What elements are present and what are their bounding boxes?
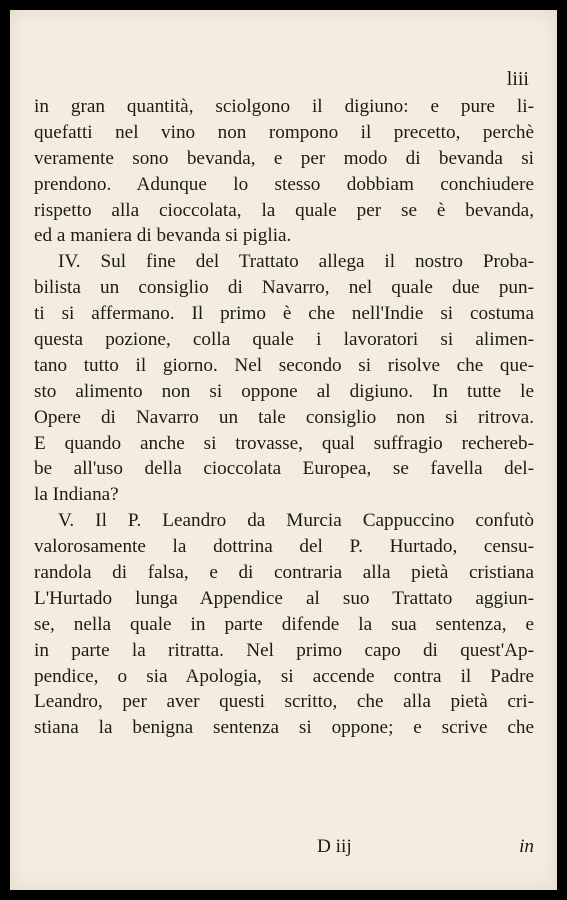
text-line: E quando anche si trovasse, qual suffragio rechereb- (34, 432, 534, 454)
body-text (34, 94, 534, 741)
text-line: ed a maniera di bevanda si piglia. (34, 225, 292, 247)
text-line: pendice, o sia Apologia, si accende contra il Padre (34, 665, 534, 687)
page-footer (34, 836, 534, 862)
text-line: L'Hurtado lunga Appendice al suo Trattato aggiun- (34, 587, 534, 609)
text-line: ti si affermano. Il primo è che nell'Indie si costuma (34, 303, 534, 325)
paragraph-start-line: IV. Sul fine del Trattato allega il nostro Proba- (58, 251, 534, 273)
signature-mark: D iij (317, 836, 352, 857)
text-line: stiana la benigna sentenza si oppone; e scrive che (34, 717, 534, 739)
text-line: sto alimento non si oppone al digiuno. In tutte le (34, 380, 534, 402)
text-line: questa pozione, colla quale i lavoratori si alimen- (34, 329, 534, 351)
text-line: rispetto alla cioccolata, la quale per se è bevanda, (34, 199, 534, 221)
text-line: la Indiana? (34, 484, 119, 506)
text-line: Leandro, per aver questi scritto, che alla pietà cri- (34, 691, 534, 713)
text-line: Opere di Navarro un tale consiglio non si ritrova. (34, 406, 534, 428)
text-line: quefatti nel vino non rompono il precetto, perchè (34, 121, 534, 143)
paragraph-start-line: V. Il P. Leandro da Murcia Cappuccino confutò (58, 510, 534, 532)
text-line: be all'uso della cioccolata Europea, se favella del- (34, 458, 534, 480)
text-line: se, nella quale in parte difende la sua sentenza, e (34, 613, 534, 635)
text-line: valorosamente la dottrina del P. Hurtado, censu- (34, 536, 534, 558)
text-line: randola di falsa, e di contraria alla pietà cristiana (34, 562, 534, 584)
catchword: in (519, 836, 534, 857)
text-line: in gran quantità, sciolgono il digiuno: e pure li- (34, 96, 534, 117)
text-line: tano tutto il giorno. Nel secondo si risolve che que- (34, 354, 534, 376)
page-number: liii (506, 68, 529, 90)
text-line: veramente sono bevanda, e per modo di bevanda si (34, 147, 534, 169)
text-line: in parte la ritratta. Nel primo capo di quest'Ap- (34, 639, 534, 661)
book-page (10, 10, 557, 890)
text-line: prendono. Adunque lo stesso dobbiam conchiudere (34, 173, 534, 195)
text-line: bilista un consiglio di Navarro, nel quale due pun- (34, 277, 534, 299)
